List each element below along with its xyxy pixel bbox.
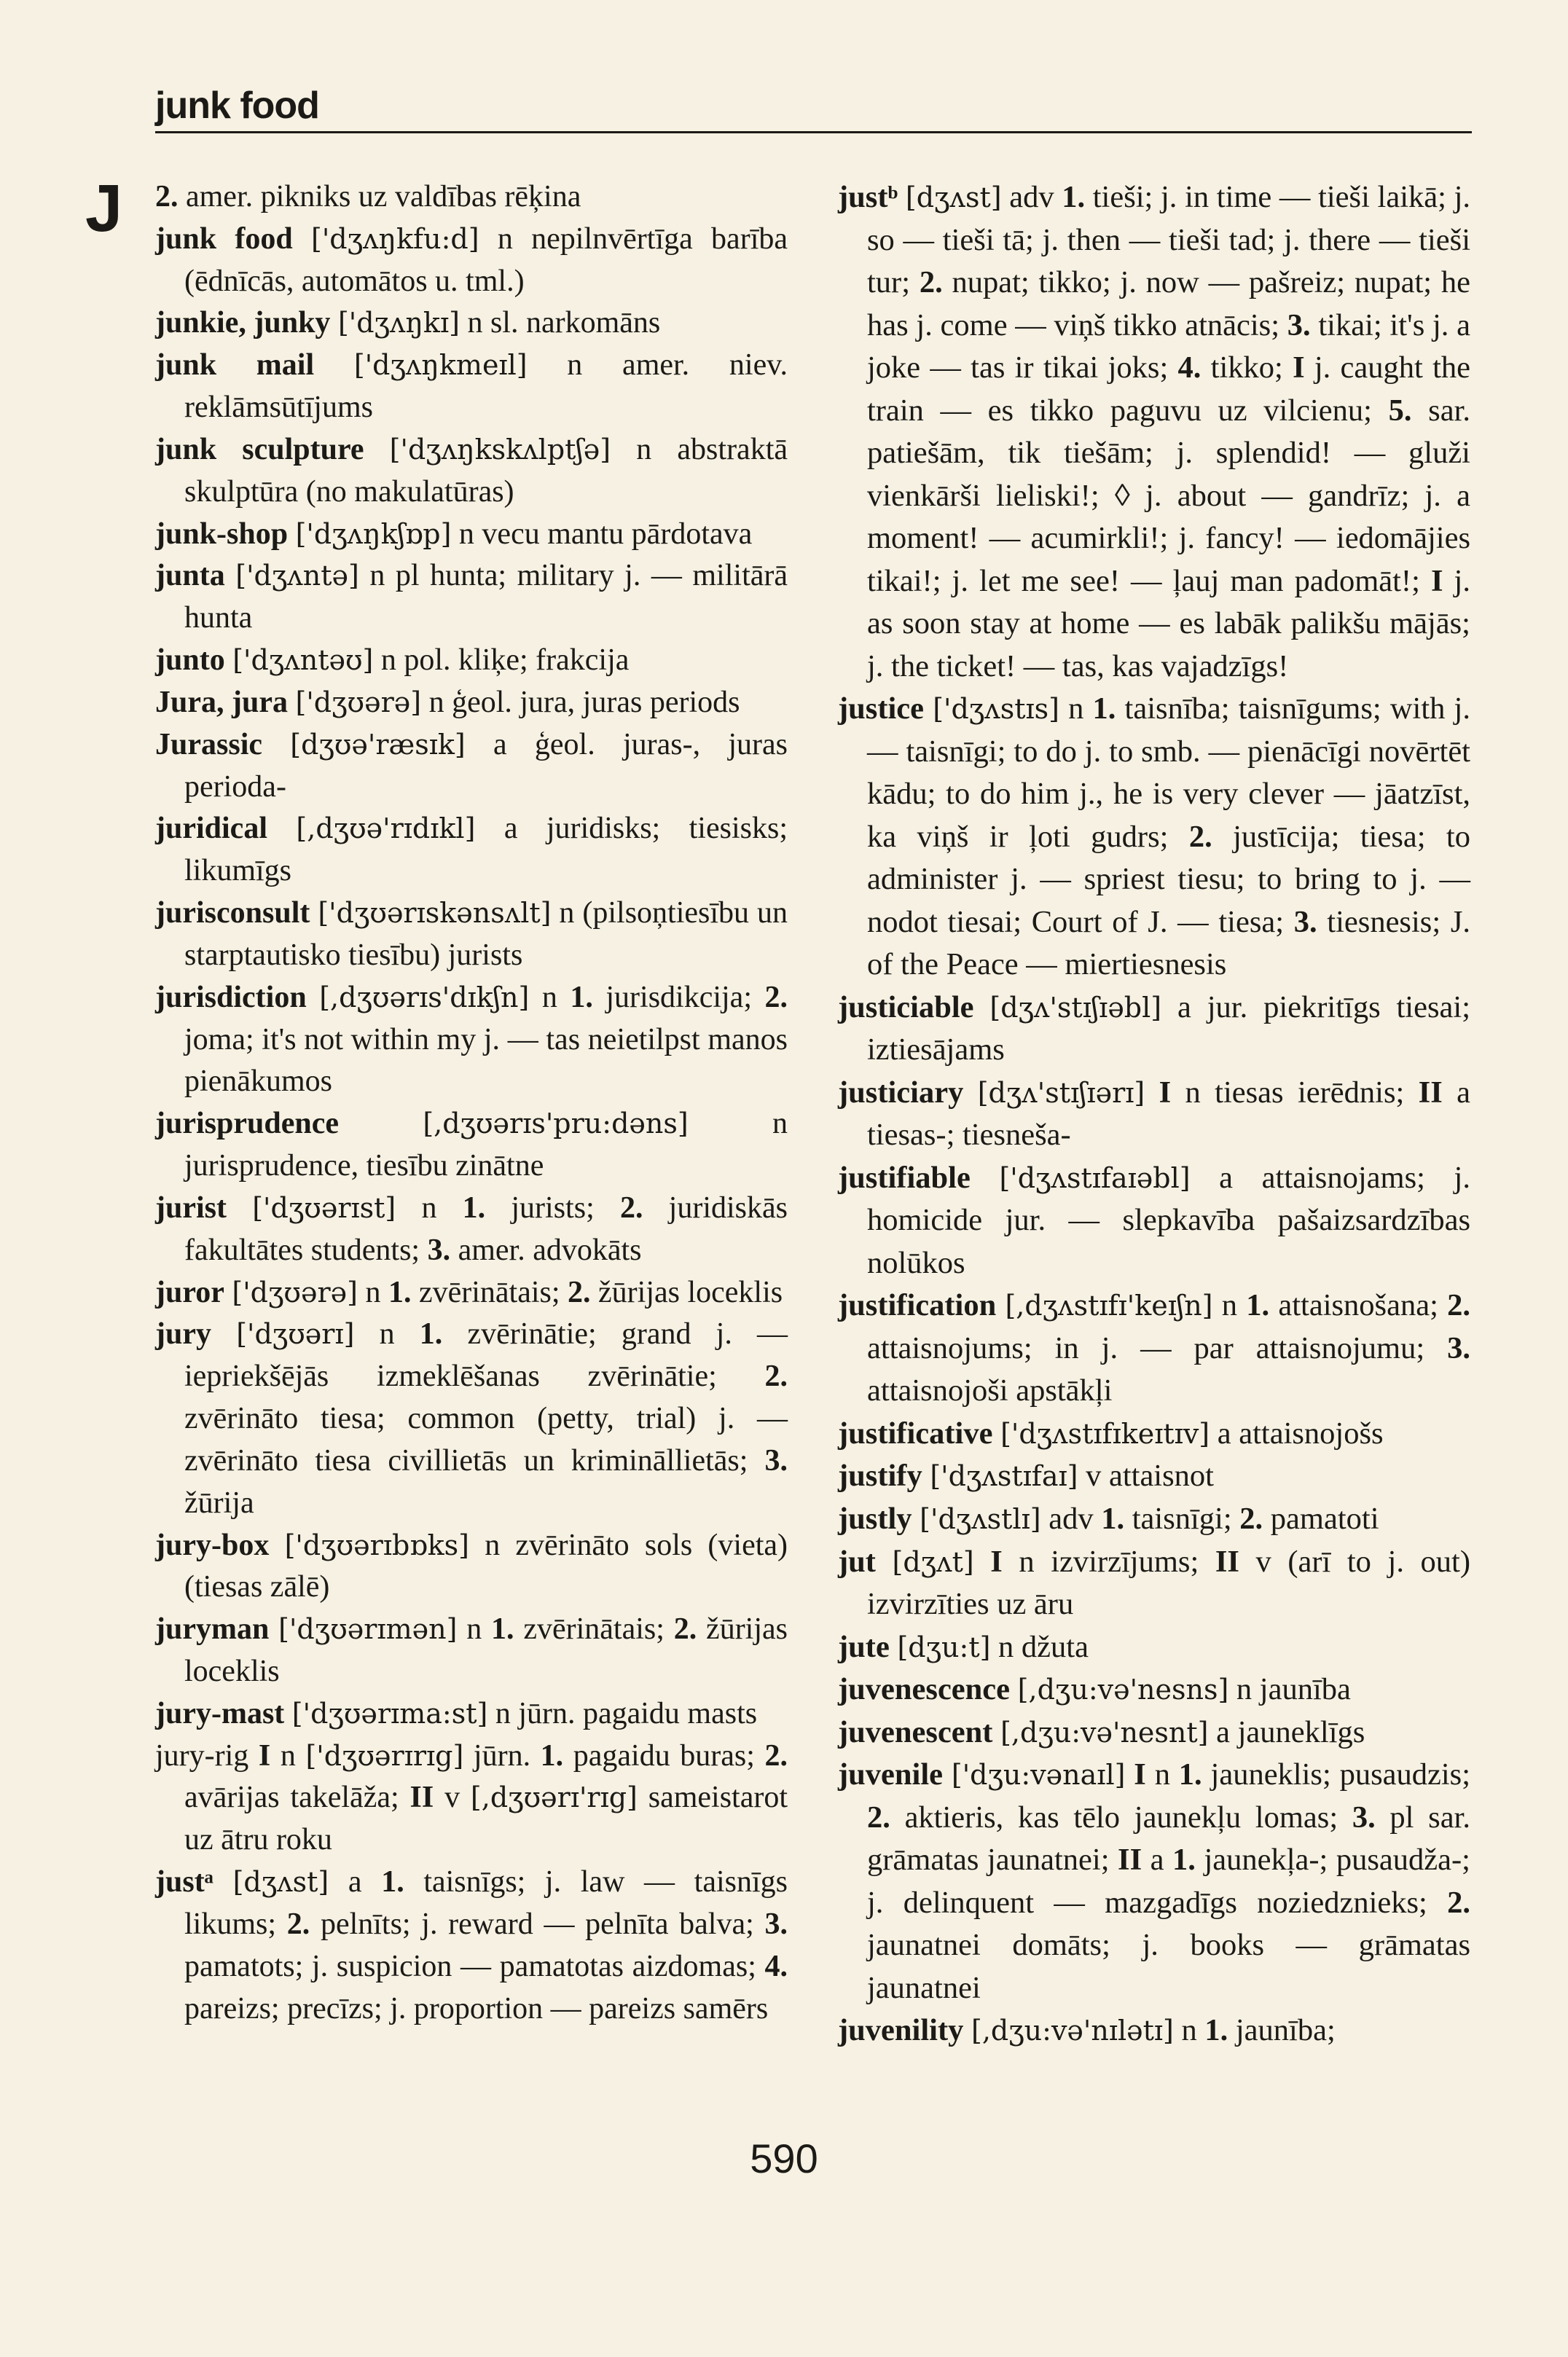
page-number: 590 [750,2136,818,2181]
dictionary-entry: 2. amer. pikniks uz valdības rēķina [155,180,581,213]
dictionary-entry: junk-shop ['dʒʌŋkʃɒp] n vecu mantu pārdotava [155,517,753,551]
dictionary-entry: jury-box ['dʒʊərɪbɒks] n zvērināto sols (vieta) (tiesas zālē) [155,1528,788,1604]
dictionary-entry: junto ['dʒʌntəʊ] n pol. kliķe; frakcija [155,643,630,678]
dictionary-entry: jurisprudence [,dʒʊərɪs'pru:dəns] n jurisprudence, tiesību zinātne [155,1107,788,1183]
dictionary-entry: jury ['dʒʊərɪ] n 1. zvērinātie; grand j. — iepriekšējās izmeklēšanas zvērinātie; 2. zvērināto tiesa; common (petty, trial) j. — zvērināto tiesa civillietās un krimināllietās; 3. žūrija [155,1317,788,1520]
dictionary-entry: juvenescent [,dʒu:və'nesnt] a jauneklīgs [838,1714,1365,1749]
running-head: junk food [155,85,319,127]
dictionary-entry: juvenile ['dʒu:vənaɪl] I n 1. jauneklis; pusaudzis; 2. aktieris, kas tēlo jaunekļu lomas; 3. pl sar. grāmatas jaunatnei; II a 1. jaunekļa-; pusaudža-; j. delinquent — mazgadīgs noziedznieks; 2. jaunatnei domāts; j. books — grāmatas jaunatnei [838,1757,1471,2005]
dictionary-entry: juridical [,dʒʊə'rɪdɪkl] a juridisks; tiesisks; likumīgs [155,812,788,888]
dictionary-entry: juvenility [,dʒu:və'nɪlətɪ] n 1. jaunība; [838,2013,1336,2048]
dictionary-entry: jury-mast ['dʒʊərɪma:st] n jūrn. pagaidu masts [155,1696,758,1730]
dictionary-entry: juvenescence [,dʒu:və'nesns] n jaunība [838,1672,1351,1707]
dictionary-entry: justly ['dʒʌstlɪ] adv 1. taisnīgi; 2. pamatoti [838,1501,1379,1536]
dictionary-entry: jurist ['dʒʊərɪst] n 1. jurists; 2. juridiskās fakultātes students; 3. amer. advokāts [155,1191,788,1267]
dictionary-entry: jut [dʒʌt] I n izvirzījums; II v (arī to j. out) izvirzīties uz āru [838,1544,1470,1622]
left-column [155,176,788,2030]
dictionary-entry: junkie, junky ['dʒʌŋkɪ] n sl. narkomāns [155,306,661,340]
dictionary-entry: junk food ['dʒʌŋkfu:d] n nepilnvērtīga barība (ēdnīcās, automātos u. tml.) [155,221,788,298]
dictionary-entry: junta ['dʒʌntə] n pl hunta; military j. — militārā hunta [155,559,788,635]
dictionary-entry: justᵇ [dʒʌst] adv 1. tieši; j. in time — tieši laikā; j. so — tieši tā; j. then — tieši tad; j. there — tieši tur; 2. nupat; tikko; j. now — pašreiz; nupat; he has j. come — viņš tikko atnācis; 3. tikai; it's j. a joke — tas ir tikai joks; 4. tikko; I j. caught the train — es tikko paguvu uz vilcienu; 5. sar. patiešām, tik tiešām; j. splendid! — gluži vienkārši lieliski!; ◊ j. about — gandrīz; j. a moment! — acumirkli!; j. fancy! — iedomājies tikai!; j. let me see! — ļauj man padomāt!; I j. as soon stay at home — es labāk palikšu mājās; j. the ticket! — tas, kas vajadzīgs! [838,180,1470,683]
dictionary-entry: justificative ['dʒʌstɪfɪkeɪtɪv] a attaisnojošs [838,1416,1384,1451]
header-rule [155,131,1472,133]
dictionary-entry: justifiable ['dʒʌstɪfaɪəbl] a attaisnojams; j. homicide jur. — slepkavība pašaizsardzības nolūkos [838,1160,1470,1280]
dictionary-entry: Jurassic [dʒʊə'ræsɪk] a ģeol. juras-, juras perioda- [155,727,788,804]
dictionary-entry: justify ['dʒʌstɪfaɪ] v attaisnot [838,1459,1214,1494]
dictionary-entry: justᵃ [dʒʌst] a 1. taisnīgs; j. law — taisnīgs likums; 2. pelnīts; j. reward — pelnīta balva; 3. pamatots; j. suspicion — pamatotas aizdomas; 4. pareizs; precīzs; j. proportion — pareizs samērs [155,1865,788,2025]
dictionary-entry: justice ['dʒʌstɪs] n 1. taisnība; taisnīgums; with j. — taisnīgi; to do j. to smb. — pienācīgi novērtēt kādu; to do him j., he is very clever — jāatzīst, ka viņš ir ļoti gudrs; 2. justīcija; tiesa; to administer j. — spriest tiesu; to bring to j. — nodot tiesai; Court of J. — tiesa; 3. tiesnesis; J. of the Peace — miertiesnesis [838,691,1470,982]
right-column [838,176,1470,2052]
section-letter: J [85,171,123,246]
dictionary-entry: justiciable [dʒʌ'stɪʃɪəbl] a jur. piekritīgs tiesai; iztiesājams [838,989,1470,1067]
dictionary-entry: jurisconsult ['dʒʊərɪskənsʌlt] n (pilsoņtiesību un starptautisko tiesību) jurists [155,896,788,972]
dictionary-entry: jurisdiction [,dʒʊərɪs'dɪkʃn] n 1. jurisdikcija; 2. joma; it's not within my j. — tas neietilpst manos pienākumos [155,980,788,1099]
dictionary-entry: juror ['dʒʊərə] n 1. zvērinātais; 2. žūrijas loceklis [155,1275,783,1309]
dictionary-entry: junk sculpture ['dʒʌŋkskʌlptʃə] n abstraktā skulptūra (no makulatūras) [155,432,788,509]
dictionary-entry: justiciary [dʒʌ'stɪʃɪərɪ] I n tiesas ierēdnis; II a tiesas-; tiesneša- [838,1075,1470,1153]
dictionary-entry: jury-rig I n ['dʒʊərɪrɪg] jūrn. 1. pagaidu buras; 2. avārijas takelāža; II v [,dʒʊərɪ'rɪg] sameistarot uz ātru roku [155,1738,788,1857]
dictionary-entry: Jura, jura ['dʒʊərə] n ģeol. jura, juras periods [155,685,740,719]
dictionary-entry: junk mail ['dʒʌŋkmeɪl] n amer. niev. reklāmsūtījums [155,348,788,425]
dictionary-entry: justification [,dʒʌstɪfɪ'keɪʃn] n 1. attaisnošana; 2. attaisnojums; in j. — par attaisnojumu; 3. attaisnojoši apstākļi [838,1288,1471,1408]
dictionary-entry: juryman ['dʒʊərɪmən] n 1. zvērinātais; 2. žūrijas loceklis [155,1612,788,1688]
dictionary-entry: jute [dʒu:t] n džuta [838,1629,1089,1664]
